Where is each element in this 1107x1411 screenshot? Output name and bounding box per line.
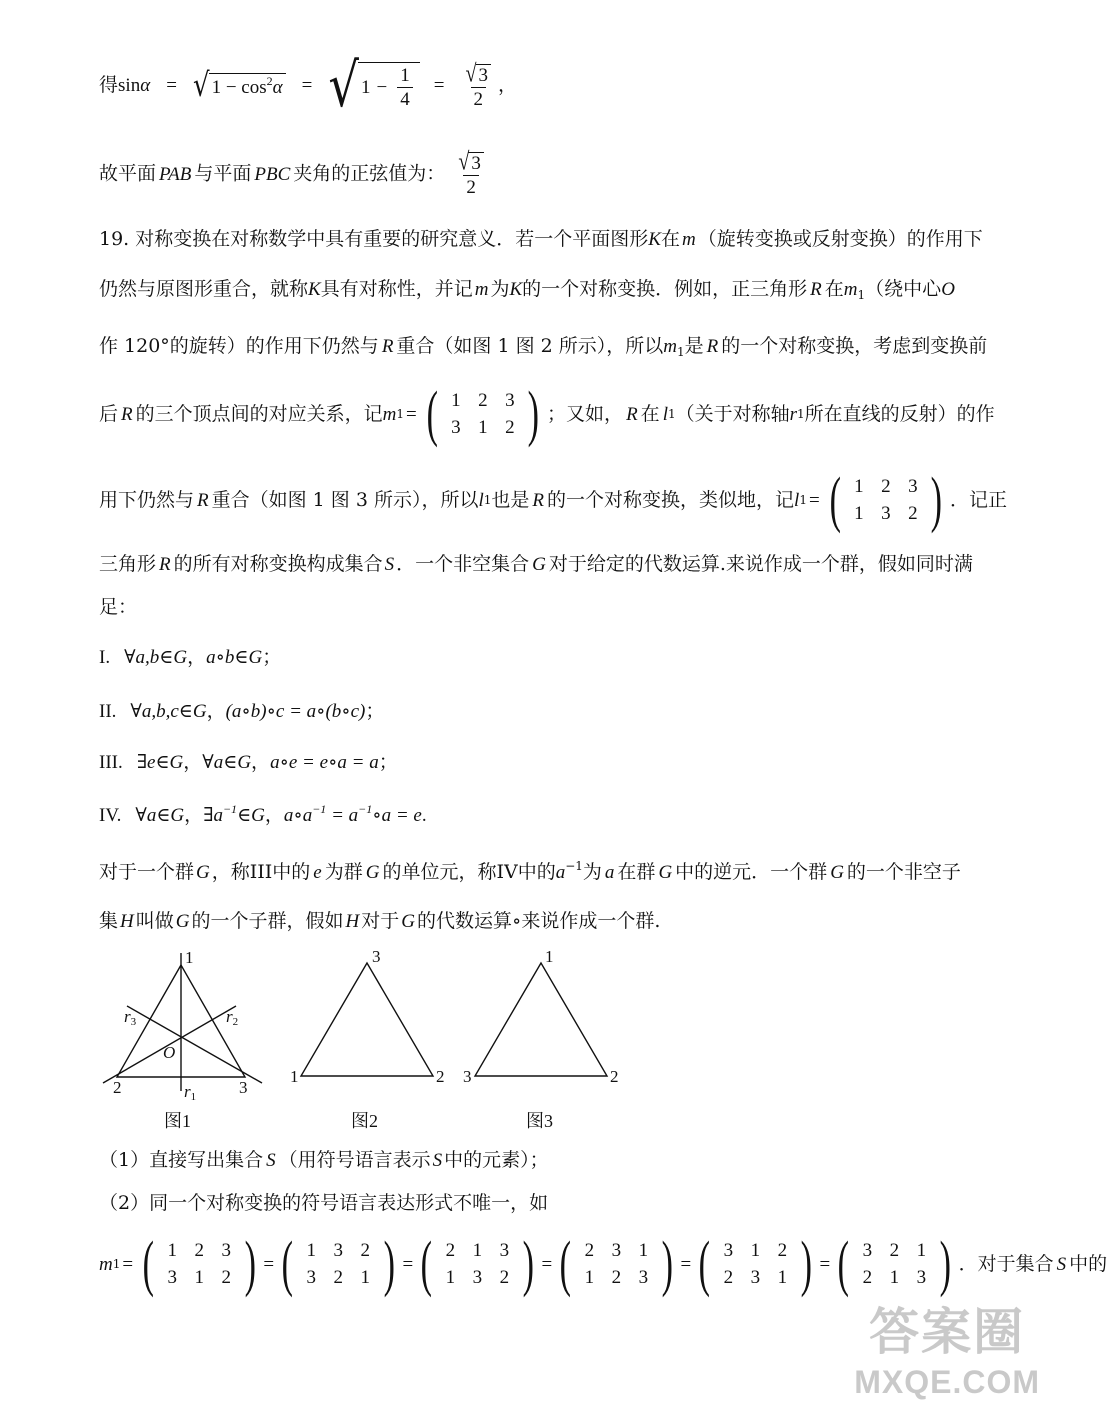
equals: =: [402, 1253, 414, 1275]
watermark-logo: 答案圈: [869, 1302, 1026, 1361]
text: 具有对称性，并记: [320, 278, 473, 300]
text: 中的元素）；: [444, 1149, 549, 1171]
equals: =: [301, 75, 313, 96]
var-r: R: [810, 279, 822, 300]
matrix-cell: 2: [194, 1240, 204, 1261]
cos-text: cos: [241, 77, 267, 98]
text: 对于一个群: [99, 861, 195, 883]
math: a∘e = e∘a = a: [270, 752, 379, 773]
text: ．一个非空集合: [396, 553, 530, 575]
fig3-vertex-left: 3: [463, 1067, 472, 1086]
matrix-cell: 2: [360, 1240, 371, 1261]
var-k: K: [308, 279, 321, 300]
math: = a: [326, 805, 359, 826]
text: ．对于集合: [958, 1252, 1054, 1275]
triangle-3: [475, 963, 607, 1076]
problem-19-line-3: [99, 337, 987, 358]
equals: =: [122, 1253, 134, 1275]
separator: ，: [264, 805, 284, 826]
matrix-cell: 1: [916, 1240, 927, 1261]
line-sin-alpha: [99, 51, 518, 121]
equals: =: [406, 403, 417, 425]
text: 的一个非空子: [846, 861, 961, 883]
sin-text: sin: [118, 75, 141, 96]
problem-19-line-1: [99, 230, 983, 249]
text: 的单位元，称IV中的: [382, 861, 556, 883]
subscript: 1: [112, 1257, 121, 1271]
sqrt-fraction: √ 1 − $\frac{1}{4}$: [328, 62, 419, 110]
var-r: R: [381, 336, 394, 357]
var-r: R: [159, 554, 171, 575]
equals: =: [680, 1253, 692, 1275]
text: （关于对称轴: [675, 402, 790, 425]
matrix-cell: 2: [723, 1267, 734, 1288]
matrix-cell: 1: [451, 390, 461, 411]
matrix-cell: 2: [862, 1267, 873, 1288]
fraction-one-quarter: [397, 66, 413, 109]
math: ∀a∈G: [135, 805, 185, 826]
comma: ，: [498, 74, 518, 96]
text: 的一个对称变换．例如，正三角形: [522, 278, 808, 300]
axiom-label: II.: [99, 701, 117, 722]
text: 也是: [491, 488, 530, 511]
text: 在: [824, 278, 844, 300]
fig3-caption: 图3: [526, 1111, 553, 1131]
separator: ，: [251, 752, 271, 773]
text: 足：: [99, 596, 138, 618]
matrix-cell: 2: [881, 476, 891, 497]
matrix-cell: 2: [478, 390, 488, 411]
text: 为: [582, 861, 602, 883]
equals: =: [819, 1253, 831, 1275]
fig1-vertex-right: 3: [239, 1078, 248, 1097]
end: ；: [378, 752, 398, 773]
var-l: l: [662, 403, 668, 425]
matrix-cell: 2: [333, 1267, 344, 1288]
fraction-root3-over-2: √ 3 2: [455, 152, 486, 197]
fig2-vertex-right: 2: [436, 1067, 445, 1086]
text: （用符号语言表示: [278, 1149, 431, 1171]
text: （绕中心: [865, 278, 942, 300]
text: 得: [99, 74, 119, 96]
matrix-cell: 2: [908, 503, 918, 524]
axiom-3: [99, 753, 398, 772]
var-e: e: [313, 862, 322, 883]
one: 1: [361, 76, 371, 98]
text: 后: [99, 402, 119, 425]
text: 的一个对称变换，类似地，记: [547, 488, 795, 511]
triangle-2: [301, 963, 433, 1076]
var-m: m: [99, 1253, 113, 1275]
matrix-cell: 3: [306, 1267, 317, 1288]
line-sine-value: [99, 148, 491, 199]
axiom-label: IV.: [99, 805, 122, 826]
var-h: H: [120, 911, 134, 932]
denominator: 4: [397, 87, 413, 109]
math: ∀a,b,c∈G: [130, 701, 207, 722]
text: （1）直接写出集合: [99, 1149, 264, 1171]
watermark-url: MXQE.COM: [854, 1364, 1040, 1400]
text: 是: [684, 335, 704, 357]
matrix-cell: 1: [750, 1240, 761, 1261]
text: ．记正: [949, 488, 1007, 511]
figure-2: [301, 963, 433, 1076]
subscript: 1: [667, 407, 676, 421]
var-s: S: [1056, 1253, 1067, 1275]
superscript: −1: [565, 859, 583, 873]
subscript: 1: [483, 493, 492, 507]
text: 19. 对称变换在对称数学中具有重要的研究意义．若一个平面图形: [99, 228, 649, 250]
matrix-chain-line: [99, 1232, 1107, 1296]
text: 的三个顶点间的对应关系，记: [135, 402, 383, 425]
numerator: 1: [400, 64, 410, 86]
chain-matrix: ( 1 3 2 3 2 1 ): [281, 1230, 395, 1298]
text: 对于给定的代数运算.来说作成一个群，假如同时满: [548, 553, 973, 575]
fraction-root3-over-2: √ 3 2: [463, 63, 494, 108]
fig1-caption: 图1: [164, 1111, 191, 1131]
plane-pab: PAB: [159, 163, 192, 185]
text: 三角形: [99, 553, 157, 575]
fig1-r3-label: r3: [124, 1007, 137, 1028]
text: 所在直线的反射）的作: [804, 402, 995, 425]
matrix-cell: 3: [167, 1267, 177, 1288]
var-g: G: [401, 911, 415, 932]
matrix-cell: 3: [723, 1240, 734, 1261]
fig1-r1-label: r1: [184, 1082, 197, 1103]
var-a: a: [604, 862, 615, 883]
axiom-label: I.: [99, 647, 111, 668]
math: ∃a: [203, 805, 223, 826]
figures: [0, 945, 1080, 1145]
matrix-cell: 1: [306, 1240, 317, 1261]
text: 在: [660, 228, 680, 250]
superscript: 2: [266, 74, 273, 88]
matrix-cell: 3: [451, 417, 461, 438]
matrix-cell: 1: [194, 1267, 204, 1288]
text: 仍然与原图形重合，就称: [99, 278, 309, 300]
matrix-cell: 2: [221, 1267, 231, 1288]
matrix-cell: 1: [360, 1267, 371, 1288]
matrix-cell: 3: [638, 1267, 649, 1288]
matrix-cell: 3: [881, 503, 891, 524]
subscript: 1: [857, 288, 866, 302]
superscript: −1: [358, 802, 373, 816]
matrix-cell: 2: [499, 1267, 510, 1288]
end: ；: [262, 647, 282, 668]
matrix-cell: 1: [472, 1240, 483, 1261]
chain-matrix: ( 3 1 2 2 3 1 ): [698, 1230, 812, 1298]
var-s: S: [266, 1150, 276, 1171]
fig3-vertex-right: 2: [610, 1067, 619, 1086]
minus: −: [376, 76, 388, 98]
axiom-label: III.: [99, 752, 123, 773]
var-m: m: [843, 279, 858, 300]
separator: ，: [187, 647, 207, 668]
group-definition-line-2: [99, 912, 660, 931]
var-m: m: [382, 403, 397, 425]
text: 作 120°的旋转）的作用下仍然与: [99, 335, 379, 357]
denominator: 2: [463, 175, 479, 197]
var-s: S: [432, 1150, 443, 1171]
text: 集: [99, 910, 119, 932]
text: 重合（如图 1 图 2 所示），所以: [396, 335, 664, 357]
var-k: K: [648, 229, 661, 250]
matrix-cell: 3: [499, 1240, 510, 1261]
text: 重合（如图 1 图 3 所示），所以: [211, 488, 479, 511]
equals: =: [541, 1253, 553, 1275]
problem-19-line-5: [99, 468, 1007, 532]
chain-matrix: ( 1 2 3 3 1 2 ): [142, 1230, 256, 1298]
matrix-cell: 2: [889, 1240, 900, 1261]
text: 对于: [361, 910, 400, 932]
math: a∘b∈G: [206, 647, 263, 668]
axiom-1: [99, 648, 281, 667]
var-r: R: [706, 336, 719, 357]
problem-19-line-7: [99, 598, 137, 617]
axis-r3: [127, 1006, 262, 1083]
question-2: [99, 1194, 548, 1213]
matrix-cell: 2: [777, 1240, 788, 1261]
alpha: α: [272, 77, 283, 98]
matrix-cell: 3: [333, 1240, 344, 1261]
plane-pbc: PBC: [254, 163, 291, 185]
matrix-cell: 1: [854, 476, 864, 497]
problem-19-line-4: [99, 382, 995, 446]
axiom-2: [99, 702, 384, 721]
l1-matrix: ( 1 2 3 1 3 2 ): [829, 466, 943, 534]
var-r: R: [532, 489, 545, 511]
fig2-caption: 图2: [351, 1111, 378, 1131]
math: (a∘b)∘c = a∘(b∘c): [225, 701, 366, 722]
watermark: [854, 1292, 1040, 1401]
subscript: 1: [799, 493, 807, 507]
axiom-4: [99, 803, 427, 825]
minus: −: [225, 77, 237, 98]
problem-19-line-2: [99, 280, 955, 301]
subscript: 1: [396, 407, 405, 421]
matrix-cell: 3: [750, 1267, 761, 1288]
var-g: G: [532, 554, 546, 575]
separator: ，: [184, 805, 204, 826]
matrix-cell: 3: [472, 1267, 483, 1288]
matrix-cell: 1: [777, 1267, 788, 1288]
separator: ，: [206, 701, 226, 722]
text: 与平面: [194, 162, 252, 185]
matrix-cell: 2: [584, 1240, 595, 1261]
denominator: 2: [471, 87, 487, 109]
var-r-axis: r: [789, 403, 798, 425]
matrix-cell: 1: [167, 1240, 177, 1261]
fig3-vertex-top: 1: [545, 947, 554, 966]
fig1-vertex-left: 2: [113, 1078, 122, 1097]
matrix-cell: 1: [478, 417, 488, 438]
matrix-cell: 1: [445, 1267, 456, 1288]
chain-matrix: ( 3 2 1 2 1 3 ): [837, 1230, 951, 1298]
var-k: K: [509, 279, 523, 300]
text: 的一个子群，假如: [191, 910, 344, 932]
math: ∘a = e: [372, 805, 422, 826]
var-s: S: [384, 554, 395, 575]
matrix-cell: 2: [611, 1267, 622, 1288]
text: 中的逆元．一个群: [675, 861, 828, 883]
fig1-center-label: O: [163, 1043, 176, 1062]
matrix-cell: 3: [916, 1267, 927, 1288]
var-o: O: [941, 279, 955, 300]
var-a: a: [555, 862, 566, 883]
question-1: [99, 1151, 549, 1170]
subscript: 1: [797, 407, 805, 421]
group-definition-line-1: [99, 860, 961, 882]
one: 1: [211, 77, 222, 98]
var-m: m: [681, 229, 696, 250]
equals: =: [166, 75, 177, 96]
alpha: α: [140, 75, 151, 96]
text: 为: [490, 278, 510, 300]
var-l: l: [478, 489, 484, 511]
matrix-cell: 2: [445, 1240, 456, 1261]
text: 故平面: [99, 162, 157, 185]
var-g: G: [365, 862, 380, 883]
matrix-cell: 2: [505, 417, 515, 438]
text: 用下仍然与: [99, 488, 195, 511]
matrix-cell: 1: [638, 1240, 649, 1261]
var-g: G: [196, 862, 210, 883]
chain-matrix: ( 2 1 3 1 3 2 ): [420, 1230, 534, 1298]
math: ∀a∈G: [202, 752, 252, 773]
m1-matrix: ( 1 2 3 3 1 2 ): [426, 380, 540, 448]
equals: =: [433, 75, 445, 96]
text: 夹角的正弦值为：: [293, 162, 446, 185]
radicand: 3: [468, 152, 484, 173]
matrix-cell: 1: [584, 1267, 595, 1288]
matrix-cell: 3: [221, 1240, 231, 1261]
var-m: m: [663, 336, 677, 357]
matrix-cell: 3: [611, 1240, 622, 1261]
sqrt-expression: √ $1 - \cos^2\alpha$: [193, 73, 286, 99]
matrix-cell: 3: [862, 1240, 873, 1261]
end: ；: [365, 701, 385, 722]
figure-3: [475, 963, 607, 1076]
superscript: −1: [222, 802, 238, 816]
text: （旋转变换或反射变换）的作用下: [697, 228, 983, 250]
var-h: H: [345, 911, 360, 932]
matrix-cell: 1: [854, 503, 864, 524]
var-m: m: [474, 279, 489, 300]
math: ∀a,b∈G: [124, 647, 188, 668]
text: 的一个对称变换，考虑到变换前: [721, 335, 988, 357]
text: 为群: [324, 861, 363, 883]
equals: =: [263, 1253, 275, 1275]
var-g: G: [175, 911, 190, 932]
var-g: G: [658, 862, 673, 883]
fig2-vertex-top: 3: [372, 947, 381, 966]
matrix-cell: 1: [889, 1267, 900, 1288]
var-l: l: [794, 489, 800, 511]
text: 的代数运算∘来说作成一个群.: [417, 910, 661, 932]
matrix-cell: 3: [908, 476, 918, 497]
var-g: G: [830, 862, 844, 883]
end: .: [421, 805, 427, 826]
var-r: R: [121, 403, 133, 425]
math: a∘a: [283, 805, 313, 826]
text: ；又如，: [547, 402, 624, 425]
equals: =: [808, 489, 820, 511]
text: 叫做: [135, 910, 174, 932]
fig1-vertex-top: 1: [185, 948, 194, 967]
text: （2）同一个对称变换的符号语言表达形式不唯一，如: [99, 1192, 549, 1214]
var-r: R: [197, 489, 209, 511]
var-r: R: [626, 403, 638, 425]
text: 中的: [1069, 1252, 1107, 1275]
superscript: −1: [312, 802, 327, 816]
problem-19-line-6: [99, 555, 973, 574]
fig2-vertex-left: 1: [290, 1067, 299, 1086]
fig1-r2-label: r2: [226, 1007, 239, 1028]
chain-matrix: ( 2 3 1 1 2 3 ): [559, 1230, 673, 1298]
subscript: 1: [677, 345, 685, 359]
text: 在: [640, 402, 660, 425]
math: ∈G: [237, 805, 265, 826]
text: 的所有对称变换构成集合: [173, 553, 383, 575]
text: 在群: [617, 861, 656, 883]
separator: ，: [183, 752, 203, 773]
radicand: 3: [476, 64, 492, 85]
math: ∃e∈G: [136, 752, 184, 773]
text: ，称III中的: [211, 861, 311, 883]
matrix-cell: 3: [505, 390, 515, 411]
